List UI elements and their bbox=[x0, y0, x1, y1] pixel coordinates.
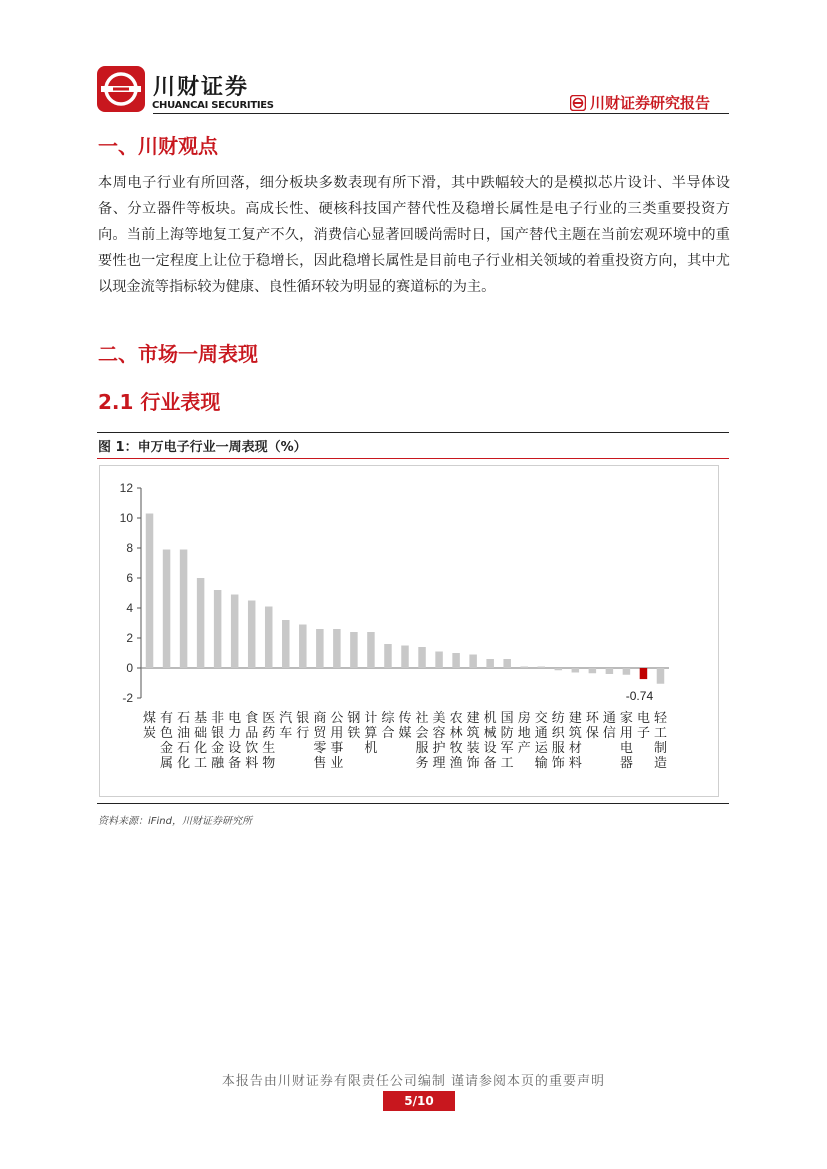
category-label-3: 化 bbox=[177, 756, 191, 771]
category-label-29: 用 bbox=[619, 726, 633, 741]
category-label-27: 保 bbox=[585, 726, 599, 741]
category-label-18: 容 bbox=[432, 726, 446, 741]
bar-27 bbox=[589, 668, 597, 673]
category-label-24: 交 bbox=[534, 711, 548, 726]
bar-26 bbox=[572, 668, 580, 673]
category-label-9: 汽 bbox=[279, 711, 293, 726]
category-label-16: 媒 bbox=[398, 726, 412, 741]
category-label-25: 服 bbox=[551, 741, 565, 756]
category-label-12: 公 bbox=[330, 711, 344, 726]
category-label-3: 油 bbox=[177, 726, 191, 741]
category-label-22: 国 bbox=[500, 711, 514, 726]
category-label-29: 家 bbox=[619, 711, 633, 726]
figure-title: 图 1：申万电子行业一周表现（%） bbox=[98, 440, 307, 455]
category-label-24: 运 bbox=[534, 741, 548, 756]
category-label-14: 算 bbox=[364, 726, 378, 741]
category-label-4: 化 bbox=[194, 741, 208, 756]
category-label-19: 牧 bbox=[449, 741, 463, 756]
bar-29 bbox=[623, 668, 631, 675]
category-label-20: 建 bbox=[466, 711, 480, 726]
category-label-20: 装 bbox=[466, 741, 480, 756]
category-label-28: 通 bbox=[602, 711, 616, 726]
category-label-23: 房 bbox=[517, 711, 531, 726]
category-label-22: 防 bbox=[500, 726, 514, 741]
report-logo-icon bbox=[570, 95, 586, 111]
category-label-8: 生 bbox=[262, 741, 276, 756]
category-label-10: 银 bbox=[296, 711, 310, 726]
category-label-4: 基 bbox=[194, 711, 208, 726]
category-label-31: 制 bbox=[653, 741, 667, 756]
category-label-12: 业 bbox=[330, 756, 344, 771]
category-label-2: 有 bbox=[160, 711, 174, 726]
category-label-25: 织 bbox=[551, 726, 565, 741]
header-divider bbox=[153, 113, 729, 114]
category-label-7: 食 bbox=[245, 711, 259, 726]
category-label-18: 护 bbox=[432, 741, 446, 756]
category-label-1: 炭 bbox=[143, 726, 157, 741]
category-label-23: 产 bbox=[517, 741, 531, 756]
bar-21 bbox=[486, 659, 494, 668]
category-label-5: 银 bbox=[211, 726, 225, 741]
category-label-10: 行 bbox=[296, 726, 310, 741]
bar-22 bbox=[503, 659, 511, 668]
bar-1 bbox=[146, 514, 154, 669]
bar-30 bbox=[640, 668, 648, 679]
figure-source: 资料来源：iFind，川财证券研究所 bbox=[98, 816, 252, 827]
y-tick-label: -2 bbox=[122, 691, 133, 705]
category-label-17: 会 bbox=[415, 726, 429, 741]
category-label-11: 零 bbox=[313, 741, 327, 756]
company-name-en: CHUANCAI SECURITIES bbox=[152, 100, 274, 111]
category-label-24: 输 bbox=[534, 756, 548, 771]
category-label-23: 地 bbox=[517, 726, 531, 741]
category-label-4: 工 bbox=[194, 756, 208, 771]
category-label-30: 子 bbox=[636, 726, 650, 741]
company-logo bbox=[97, 66, 145, 112]
bar-24 bbox=[538, 667, 546, 669]
category-label-21: 备 bbox=[483, 756, 497, 771]
category-label-8: 药 bbox=[262, 726, 276, 741]
category-label-30: 电 bbox=[636, 711, 650, 726]
category-label-29: 电 bbox=[619, 741, 633, 756]
figure-top-rule bbox=[97, 432, 729, 433]
category-label-16: 传 bbox=[398, 711, 412, 726]
section-2-1-title: 2.1 行业表现 bbox=[98, 390, 221, 414]
y-tick-label: 4 bbox=[126, 601, 133, 615]
bar-11 bbox=[316, 629, 324, 668]
category-label-8: 医 bbox=[262, 711, 276, 726]
section-2-title: 二、市场一周表现 bbox=[98, 342, 258, 366]
report-label bbox=[570, 92, 710, 113]
category-label-11: 售 bbox=[313, 756, 327, 771]
category-label-17: 社 bbox=[415, 711, 429, 726]
section-1-paragraph: 本周电子行业有所回落，细分板块多数表现有所下滑，其中跌幅较大的是模拟芯片设计、半导体设备、分立器件等板块。高成长性、硬核科技国产替代性及稳增长属性是电子行业的三类重要投资方向。当前上海等地复工复产不久，消费信心显著回暖尚需时日，国产替代主题在当前宏观环境中的重要性也一定程度上让位于稳增长，因此稳增长属性是目前电子行业相关领域的着重投资方向，其中尤以现金流等指标较为健康、良性循环较为明显的赛道标的为主。 bbox=[98, 175, 730, 295]
page-number: 5/10 bbox=[383, 1091, 455, 1111]
category-label-14: 机 bbox=[364, 741, 378, 756]
bar-25 bbox=[555, 668, 563, 670]
category-label-26: 筑 bbox=[568, 726, 582, 741]
category-label-9: 车 bbox=[279, 726, 293, 741]
category-label-20: 饰 bbox=[466, 756, 480, 771]
bar-9 bbox=[282, 620, 290, 668]
logo-emblem-icon bbox=[97, 66, 145, 112]
y-tick-label: 8 bbox=[126, 541, 133, 555]
category-label-8: 物 bbox=[262, 756, 276, 771]
category-label-6: 力 bbox=[228, 726, 242, 741]
category-label-21: 机 bbox=[483, 711, 497, 726]
bar-5 bbox=[214, 590, 222, 668]
bar-3 bbox=[180, 550, 188, 669]
bar-13 bbox=[350, 632, 358, 668]
category-label-19: 林 bbox=[449, 726, 463, 741]
category-label-26: 料 bbox=[568, 756, 582, 771]
report-label-text: 川财证券研究报告 bbox=[590, 94, 711, 112]
category-label-15: 合 bbox=[381, 726, 395, 741]
company-name-cn: 川财证券 bbox=[153, 75, 250, 100]
category-label-2: 色 bbox=[160, 726, 174, 741]
category-label-5: 金 bbox=[211, 741, 225, 756]
bar-4 bbox=[197, 578, 205, 668]
section-1-title: 一、川财观点 bbox=[98, 134, 218, 158]
category-label-6: 电 bbox=[228, 711, 242, 726]
category-label-5: 非 bbox=[211, 711, 225, 726]
bar-20 bbox=[469, 655, 477, 669]
category-label-13: 铁 bbox=[347, 726, 361, 741]
category-label-21: 械 bbox=[483, 726, 497, 741]
category-label-31: 轻 bbox=[653, 711, 667, 726]
bar-14 bbox=[367, 632, 375, 668]
category-label-18: 美 bbox=[432, 711, 446, 726]
bar-16 bbox=[401, 646, 409, 669]
category-label-1: 煤 bbox=[143, 711, 157, 726]
footer-disclaimer: 本报告由川财证券有限责任公司编制 谨请参阅本页的重要声明 bbox=[221, 1074, 606, 1089]
category-label-15: 综 bbox=[381, 711, 395, 726]
bar-7 bbox=[248, 601, 256, 669]
category-label-6: 备 bbox=[228, 756, 242, 771]
category-label-17: 服 bbox=[415, 741, 429, 756]
category-label-31: 造 bbox=[653, 756, 667, 771]
category-label-14: 计 bbox=[364, 711, 378, 726]
figure-bottom-rule bbox=[97, 803, 729, 804]
category-label-5: 融 bbox=[211, 756, 225, 771]
category-label-3: 石 bbox=[177, 741, 191, 756]
chart-frame bbox=[99, 465, 719, 797]
category-label-3: 石 bbox=[177, 711, 191, 726]
bar-17 bbox=[418, 647, 426, 668]
category-label-19: 农 bbox=[449, 711, 463, 726]
category-label-17: 务 bbox=[415, 756, 429, 771]
y-tick-label: 10 bbox=[119, 511, 133, 525]
category-label-11: 贸 bbox=[313, 726, 327, 741]
category-label-31: 工 bbox=[653, 726, 667, 741]
bar-10 bbox=[299, 625, 307, 669]
bar-19 bbox=[452, 653, 460, 668]
category-label-20: 筑 bbox=[466, 726, 480, 741]
category-label-26: 材 bbox=[568, 741, 582, 756]
category-label-25: 纺 bbox=[551, 711, 565, 726]
category-label-22: 工 bbox=[500, 756, 514, 771]
category-label-12: 事 bbox=[330, 741, 344, 756]
figure-title-rule bbox=[97, 458, 729, 459]
industry-weekly-chart bbox=[100, 466, 718, 796]
bar-8 bbox=[265, 607, 273, 669]
y-tick-label: 12 bbox=[119, 481, 133, 495]
category-label-25: 饰 bbox=[551, 756, 565, 771]
bar-12 bbox=[333, 629, 341, 668]
highlight-data-label: -0.74 bbox=[625, 689, 654, 703]
category-label-12: 用 bbox=[330, 726, 344, 741]
bar-6 bbox=[231, 595, 239, 669]
category-label-22: 军 bbox=[500, 741, 514, 756]
bar-2 bbox=[163, 550, 171, 669]
category-label-11: 商 bbox=[313, 711, 327, 726]
y-tick-label: 2 bbox=[126, 631, 133, 645]
category-label-29: 器 bbox=[619, 756, 633, 771]
y-tick-label: 6 bbox=[126, 571, 133, 585]
category-label-7: 品 bbox=[245, 726, 259, 741]
category-label-6: 设 bbox=[228, 741, 242, 756]
bar-31 bbox=[657, 668, 665, 684]
category-label-7: 料 bbox=[245, 756, 259, 771]
bar-28 bbox=[606, 668, 614, 674]
category-label-27: 环 bbox=[585, 711, 599, 726]
bar-23 bbox=[520, 667, 528, 669]
bar-15 bbox=[384, 644, 392, 668]
category-label-21: 设 bbox=[483, 741, 497, 756]
bar-18 bbox=[435, 652, 443, 669]
category-label-19: 渔 bbox=[449, 756, 463, 771]
category-label-24: 通 bbox=[534, 726, 548, 741]
category-label-4: 础 bbox=[194, 726, 208, 741]
category-label-18: 理 bbox=[432, 756, 446, 771]
category-label-28: 信 bbox=[602, 726, 616, 741]
category-label-7: 饮 bbox=[245, 741, 259, 756]
category-label-2: 金 bbox=[160, 741, 174, 756]
category-label-26: 建 bbox=[568, 711, 582, 726]
y-tick-label: 0 bbox=[126, 661, 133, 675]
category-label-2: 属 bbox=[160, 756, 174, 771]
category-label-13: 钢 bbox=[347, 711, 361, 726]
